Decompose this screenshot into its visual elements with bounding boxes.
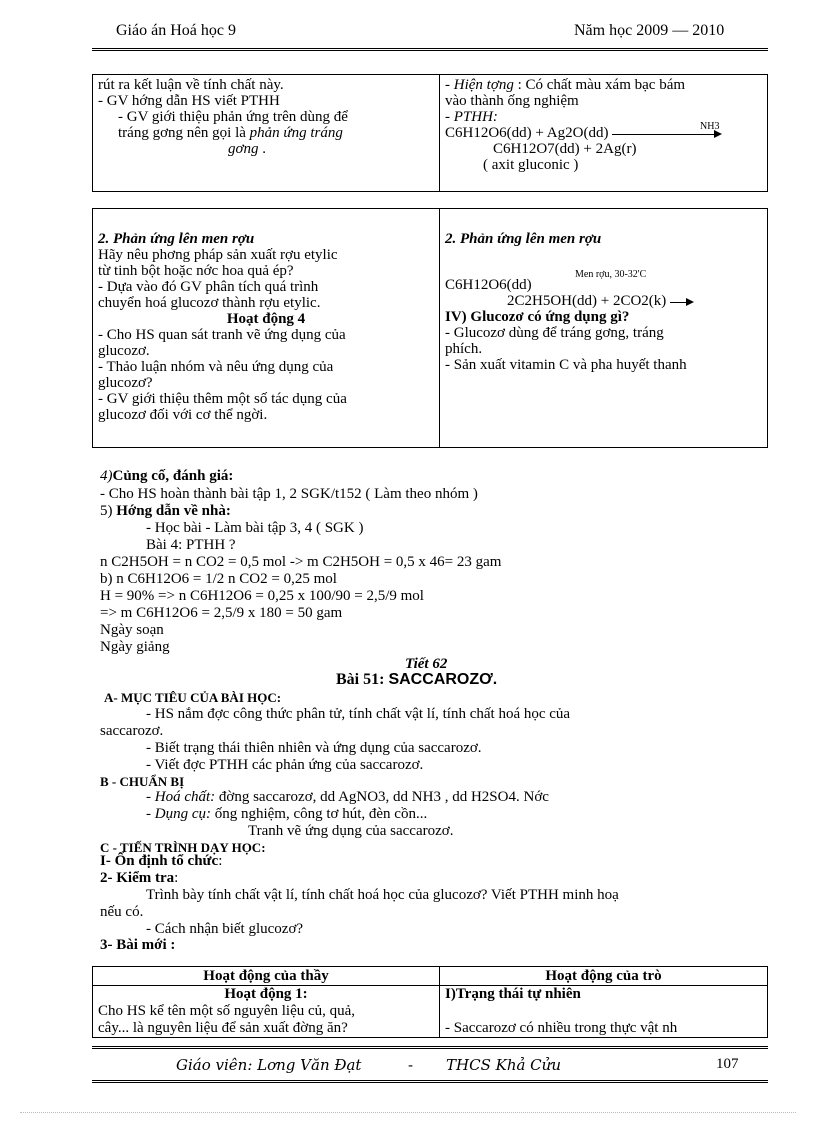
- text-line: - Thảo luận nhóm và nêu ứng dụng của: [98, 359, 334, 375]
- text-line: ( axit gluconic ): [483, 157, 579, 173]
- text-line: - Hoá chất: đờng saccarozơ, dd AgNO3, dd NH3 , dd H2SO4. Nớc: [146, 789, 549, 805]
- text-line: - Dụng cụ: ống nghiệm, công tơ hút, đèn cồn...: [146, 806, 428, 822]
- text-line: - Saccarozơ có nhiều trong thực vật nh: [445, 1020, 678, 1036]
- lesson-table-1: [92, 74, 768, 192]
- text-line: Ngày giảng: [100, 639, 170, 655]
- header-left: Giáo án Hoá học 9: [116, 22, 236, 39]
- text-line: Ngày soạn: [100, 622, 164, 638]
- section-a-title: A- MỤC TIÊU CỦA BÀI HỌC:: [104, 690, 282, 705]
- text-line: từ tinh bột hoặc nớc hoa quả ép?: [98, 263, 294, 279]
- footer-school: THCS Khả Cửu: [446, 1056, 561, 1074]
- activity-heading: Hoạt động 1:: [224, 986, 308, 1002]
- step-3: 3- Bài mới :: [100, 937, 176, 953]
- text-line: Trình bày tính chất vật lí, tính chất hoá học của glucozơ? Viết PTHH minh hoạ: [146, 887, 619, 903]
- section-b-title: B - CHUẨN BỊ: [100, 774, 185, 789]
- text-line: - Cách nhận biết glucozơ?: [146, 921, 304, 937]
- section-title: 2. Phản ứng lên men rợu: [445, 231, 602, 247]
- column-header-student: Hoạt động của trò: [440, 967, 768, 986]
- table2-left-cell: [93, 209, 440, 448]
- calc-line: H = 90% => n C6H12O6 = 0,25 x 100/90 = 2,5/9 mol: [100, 588, 424, 604]
- text-line: rút ra kết luận về tính chất này.: [98, 77, 284, 93]
- equation-line: C6H12O6(dd) + Ag2O(dd) NH3: [445, 125, 762, 141]
- text-line: glucozơ.: [98, 343, 150, 359]
- text-line: - Dựa vào đó GV phân tích quá trình: [98, 279, 319, 295]
- text-line: - Viết đợc PTHH các phản ứng của saccarozơ.: [146, 757, 424, 773]
- footer-rule: [92, 1046, 768, 1049]
- section-4-title: 4)Củng cố, đánh giá:: [100, 468, 234, 484]
- equation-line: C6H12O7(dd) + 2Ag(r): [493, 141, 637, 157]
- text-line: gơng .: [228, 141, 267, 157]
- text-line: glucozơ?: [98, 375, 153, 391]
- text-line: - Glucozơ dùng để tráng gơng, tráng: [445, 325, 664, 341]
- footer-separator: -: [408, 1056, 414, 1074]
- text-line: - Sản xuất vitamin C và pha huyết thanh: [445, 357, 687, 373]
- table1-right-cell: [440, 75, 768, 192]
- calc-line: n C2H5OH = n CO2 = 0,5 mol -> m C2H5OH = 0,5 x 46= 23 gam: [100, 554, 502, 570]
- equation-line: C6H12O6(dd) Men rợu, 30-32'C: [445, 269, 647, 293]
- text-line: glucozơ đối với cơ thể ngời.: [98, 407, 268, 423]
- column-header-teacher: Hoạt động của thầy: [93, 967, 440, 986]
- section-5-title: 5) Hớng dẫn về nhà:: [100, 503, 231, 519]
- step-2: 2- Kiểm tra:: [100, 870, 179, 886]
- equation-line: 2C2H5OH(dd) + 2CO2(k): [445, 293, 762, 309]
- text-line: - Biết trạng thái thiên nhiên và ứng dụng của saccarozơ.: [146, 740, 482, 756]
- section-title: I)Trạng thái tự nhiên: [445, 986, 581, 1002]
- text-line: tráng gơng nên gọi là phản ứng tráng: [118, 125, 343, 141]
- header-right: Năm học 2009 — 2010: [574, 22, 725, 39]
- text-line: Cho HS kể tên một số nguyên liệu củ, quả,: [98, 1003, 356, 1019]
- page-number: 107: [716, 1056, 739, 1072]
- text-line: - Cho HS hoàn thành bài tập 1, 2 SGK/t152 ( Làm theo nhóm ): [100, 486, 478, 502]
- text-line: Bài 4: PTHH ?: [146, 537, 236, 553]
- reaction-arrow-icon: [670, 298, 694, 306]
- lesson-period: Tiết 62: [405, 656, 448, 672]
- table1-left-cell: [93, 75, 440, 192]
- text-line: vào thành ống nghiệm: [445, 93, 579, 109]
- section-title: IV) Glucozơ có ứng dụng gì?: [445, 309, 630, 325]
- text-line: cây... là nguyên liệu để sản xuất đờng ăn?: [98, 1020, 348, 1036]
- text-line: - GV giới thiệu thêm một số tác dụng của: [98, 391, 347, 407]
- text-line: Hãy nêu phơng pháp sản xuất rợu etylic: [98, 247, 338, 263]
- text-line: - Cho HS quan sát tranh vẽ ứng dụng của: [98, 327, 346, 343]
- lesson-table-2: [92, 208, 768, 448]
- activity-heading: Hoạt động 4: [226, 311, 306, 327]
- text-line: - HS nắm đợc công thức phân tử, tính chất vật lí, tính chất hoá học của: [146, 706, 571, 722]
- page-edge-divider: [20, 1112, 796, 1113]
- footer-bottom-rule: [92, 1080, 768, 1083]
- calc-line: => m C6H12O6 = 2,5/9 x 180 = 50 gam: [100, 605, 343, 621]
- section-title: 2. Phản ứng lên men rợu: [98, 231, 255, 247]
- text-line: saccarozơ.: [100, 723, 164, 739]
- table3-right-cell: [440, 986, 768, 1038]
- footer-teacher: Giáo viên: Lơng Văn Đạt: [176, 1056, 362, 1074]
- step-1: I- Ổn định tổ chức:: [100, 853, 223, 869]
- text-line: Tranh vẽ ứng dụng của saccarozơ.: [248, 823, 454, 839]
- text-line: - PTHH:: [445, 109, 498, 125]
- header-rule: [92, 48, 768, 51]
- lesson-title: Bài 51: SACCAROZƠ.: [336, 671, 498, 688]
- text-line: - Hiện tợng : Có chất màu xám bạc bám: [445, 77, 686, 93]
- text-line: chuyển hoá glucozơ thành rợu etylic.: [98, 295, 321, 311]
- table2-right-cell: [440, 209, 768, 448]
- text-line: nếu có.: [100, 904, 144, 920]
- section-c-title: C - TIẾN TRÌNH DẠY HỌC:: [100, 840, 266, 855]
- text-line: - Học bài - Làm bài tập 3, 4 ( SGK ): [146, 520, 364, 536]
- activity-table: [92, 966, 768, 1038]
- table3-left-cell: [93, 986, 440, 1038]
- calc-line: b) n C6H12O6 = 1/2 n CO2 = 0,25 mol: [100, 571, 337, 587]
- text-line: - GV giới thiệu phản ứng trên dùng để: [118, 109, 348, 125]
- text-line: - GV hớng dẫn HS viết PTHH: [98, 93, 280, 109]
- text-line: phích.: [445, 341, 483, 357]
